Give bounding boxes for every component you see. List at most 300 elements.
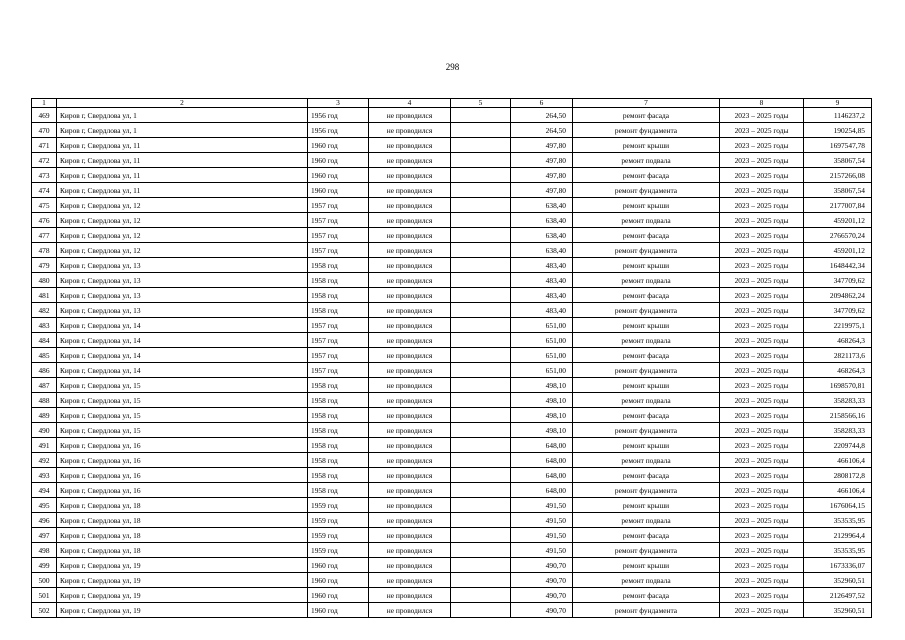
area-cell: 497,80	[511, 138, 573, 153]
last-repair-cell: не проводился	[369, 483, 451, 498]
area-cell: 491,50	[511, 513, 573, 528]
address-cell: Киров г, Свердлова ул, 13	[57, 303, 308, 318]
empty-cell	[451, 513, 511, 528]
last-repair-cell: не проводился	[369, 303, 451, 318]
period-cell: 2023 – 2025 годы	[720, 198, 804, 213]
work-type-cell: ремонт подвала	[573, 573, 720, 588]
row-number-cell: 485	[32, 348, 57, 363]
work-type-cell: ремонт крыши	[573, 318, 720, 333]
construction-year-cell: 1958 год	[308, 438, 369, 453]
area-cell: 498,10	[511, 393, 573, 408]
area-cell: 483,40	[511, 303, 573, 318]
table-row	[32, 303, 872, 318]
row-number-cell: 495	[32, 498, 57, 513]
work-type-cell: ремонт подвала	[573, 333, 720, 348]
construction-year-cell: 1958 год	[308, 483, 369, 498]
period-cell: 2023 – 2025 годы	[720, 438, 804, 453]
row-number-cell: 502	[32, 603, 57, 618]
area-cell: 648,00	[511, 468, 573, 483]
row-number-cell: 494	[32, 483, 57, 498]
row-number-cell: 487	[32, 378, 57, 393]
work-type-cell: ремонт крыши	[573, 498, 720, 513]
area-cell: 491,50	[511, 498, 573, 513]
construction-year-cell: 1960 год	[308, 558, 369, 573]
empty-cell	[451, 333, 511, 348]
period-cell: 2023 – 2025 годы	[720, 453, 804, 468]
period-cell: 2023 – 2025 годы	[720, 123, 804, 138]
work-type-cell: ремонт фундамента	[573, 603, 720, 618]
last-repair-cell: не проводился	[369, 573, 451, 588]
column-header: 8	[720, 99, 804, 108]
address-cell: Киров г, Свердлова ул, 1	[57, 108, 308, 123]
empty-cell	[451, 108, 511, 123]
last-repair-cell: не проводился	[369, 213, 451, 228]
column-header: 9	[804, 99, 872, 108]
cost-cell: 1676064,15	[804, 498, 872, 513]
cost-cell: 1697547,78	[804, 138, 872, 153]
cost-cell: 2808172,8	[804, 468, 872, 483]
address-cell: Киров г, Свердлова ул, 14	[57, 333, 308, 348]
construction-year-cell: 1958 год	[308, 303, 369, 318]
row-number-cell: 472	[32, 153, 57, 168]
work-type-cell: ремонт подвала	[573, 153, 720, 168]
work-type-cell: ремонт фасада	[573, 288, 720, 303]
cost-cell: 2821173,6	[804, 348, 872, 363]
last-repair-cell: не проводился	[369, 258, 451, 273]
table-row	[32, 123, 872, 138]
table-row	[32, 108, 872, 123]
cost-cell: 459201,12	[804, 243, 872, 258]
period-cell: 2023 – 2025 годы	[720, 273, 804, 288]
address-cell: Киров г, Свердлова ул, 16	[57, 453, 308, 468]
area-cell: 491,50	[511, 543, 573, 558]
empty-cell	[451, 303, 511, 318]
last-repair-cell: не проводился	[369, 183, 451, 198]
table-row	[32, 288, 872, 303]
address-cell: Киров г, Свердлова ул, 14	[57, 363, 308, 378]
last-repair-cell: не проводился	[369, 468, 451, 483]
period-cell: 2023 – 2025 годы	[720, 408, 804, 423]
cost-cell: 2766570,24	[804, 228, 872, 243]
area-cell: 483,40	[511, 288, 573, 303]
area-cell: 648,00	[511, 483, 573, 498]
work-type-cell: ремонт крыши	[573, 138, 720, 153]
work-type-cell: ремонт крыши	[573, 258, 720, 273]
table-row	[32, 138, 872, 153]
area-cell: 638,40	[511, 243, 573, 258]
empty-cell	[451, 573, 511, 588]
area-cell: 638,40	[511, 213, 573, 228]
area-cell: 648,00	[511, 453, 573, 468]
empty-cell	[451, 378, 511, 393]
address-cell: Киров г, Свердлова ул, 18	[57, 528, 308, 543]
construction-year-cell: 1957 год	[308, 363, 369, 378]
area-cell: 651,00	[511, 333, 573, 348]
last-repair-cell: не проводился	[369, 498, 451, 513]
row-number-cell: 499	[32, 558, 57, 573]
work-type-cell: ремонт фундамента	[573, 363, 720, 378]
cost-cell: 2094862,24	[804, 288, 872, 303]
construction-year-cell: 1958 год	[308, 258, 369, 273]
address-cell: Киров г, Свердлова ул, 12	[57, 243, 308, 258]
row-number-cell: 469	[32, 108, 57, 123]
work-type-cell: ремонт крыши	[573, 438, 720, 453]
period-cell: 2023 – 2025 годы	[720, 213, 804, 228]
empty-cell	[451, 168, 511, 183]
row-number-cell: 478	[32, 243, 57, 258]
cost-cell: 347709,62	[804, 273, 872, 288]
row-number-cell: 480	[32, 273, 57, 288]
period-cell: 2023 – 2025 годы	[720, 483, 804, 498]
period-cell: 2023 – 2025 годы	[720, 543, 804, 558]
cost-cell: 468264,3	[804, 363, 872, 378]
cost-cell: 1698570,81	[804, 378, 872, 393]
cost-cell: 358283,33	[804, 393, 872, 408]
work-type-cell: ремонт фасада	[573, 168, 720, 183]
address-cell: Киров г, Свердлова ул, 18	[57, 543, 308, 558]
area-cell: 498,10	[511, 423, 573, 438]
last-repair-cell: не проводился	[369, 378, 451, 393]
column-header: 7	[573, 99, 720, 108]
last-repair-cell: не проводился	[369, 288, 451, 303]
period-cell: 2023 – 2025 годы	[720, 258, 804, 273]
address-cell: Киров г, Свердлова ул, 13	[57, 288, 308, 303]
period-cell: 2023 – 2025 годы	[720, 558, 804, 573]
period-cell: 2023 – 2025 годы	[720, 468, 804, 483]
empty-cell	[451, 423, 511, 438]
work-type-cell: ремонт подвала	[573, 393, 720, 408]
address-cell: Киров г, Свердлова ул, 11	[57, 153, 308, 168]
table-row	[32, 258, 872, 273]
construction-year-cell: 1960 год	[308, 168, 369, 183]
last-repair-cell: не проводился	[369, 153, 451, 168]
last-repair-cell: не проводился	[369, 543, 451, 558]
construction-year-cell: 1958 год	[308, 393, 369, 408]
address-cell: Киров г, Свердлова ул, 11	[57, 183, 308, 198]
empty-cell	[451, 558, 511, 573]
capital-repair-table	[31, 98, 872, 618]
address-cell: Киров г, Свердлова ул, 1	[57, 123, 308, 138]
cost-cell: 466106,4	[804, 483, 872, 498]
area-cell: 638,40	[511, 198, 573, 213]
table-row	[32, 153, 872, 168]
work-type-cell: ремонт крыши	[573, 198, 720, 213]
address-cell: Киров г, Свердлова ул, 15	[57, 423, 308, 438]
work-type-cell: ремонт подвала	[573, 273, 720, 288]
page-number: 298	[445, 62, 460, 72]
cost-cell: 352960,51	[804, 573, 872, 588]
row-number-cell: 476	[32, 213, 57, 228]
work-type-cell: ремонт фундамента	[573, 483, 720, 498]
area-cell: 638,40	[511, 228, 573, 243]
table-row	[32, 558, 872, 573]
last-repair-cell: не проводился	[369, 348, 451, 363]
work-type-cell: ремонт фундамента	[573, 243, 720, 258]
cost-cell: 459201,12	[804, 213, 872, 228]
last-repair-cell: не проводился	[369, 603, 451, 618]
column-header: 5	[451, 99, 511, 108]
last-repair-cell: не проводился	[369, 138, 451, 153]
table-body	[32, 108, 872, 618]
row-number-cell: 474	[32, 183, 57, 198]
last-repair-cell: не проводился	[369, 558, 451, 573]
work-type-cell: ремонт фасада	[573, 108, 720, 123]
table-row	[32, 513, 872, 528]
work-type-cell: ремонт фундамента	[573, 123, 720, 138]
empty-cell	[451, 498, 511, 513]
last-repair-cell: не проводился	[369, 318, 451, 333]
construction-year-cell: 1958 год	[308, 288, 369, 303]
area-cell: 491,50	[511, 528, 573, 543]
area-cell: 651,00	[511, 348, 573, 363]
empty-cell	[451, 603, 511, 618]
construction-year-cell: 1959 год	[308, 543, 369, 558]
last-repair-cell: не проводился	[369, 453, 451, 468]
period-cell: 2023 – 2025 годы	[720, 108, 804, 123]
last-repair-cell: не проводился	[369, 243, 451, 258]
table-row	[32, 183, 872, 198]
construction-year-cell: 1960 год	[308, 588, 369, 603]
work-type-cell: ремонт подвала	[573, 513, 720, 528]
column-header: 6	[511, 99, 573, 108]
last-repair-cell: не проводился	[369, 528, 451, 543]
row-number-cell: 481	[32, 288, 57, 303]
address-cell: Киров г, Свердлова ул, 16	[57, 483, 308, 498]
area-cell: 264,50	[511, 108, 573, 123]
work-type-cell: ремонт крыши	[573, 378, 720, 393]
construction-year-cell: 1956 год	[308, 108, 369, 123]
row-number-cell: 496	[32, 513, 57, 528]
table-row	[32, 273, 872, 288]
area-cell: 490,70	[511, 573, 573, 588]
row-number-cell: 501	[32, 588, 57, 603]
period-cell: 2023 – 2025 годы	[720, 393, 804, 408]
table-row	[32, 228, 872, 243]
last-repair-cell: не проводился	[369, 363, 451, 378]
area-cell: 490,70	[511, 588, 573, 603]
area-cell: 498,10	[511, 378, 573, 393]
construction-year-cell: 1958 год	[308, 453, 369, 468]
cost-cell: 190254,85	[804, 123, 872, 138]
construction-year-cell: 1957 год	[308, 348, 369, 363]
period-cell: 2023 – 2025 годы	[720, 528, 804, 543]
empty-cell	[451, 348, 511, 363]
construction-year-cell: 1958 год	[308, 378, 369, 393]
empty-cell	[451, 198, 511, 213]
column-header: 2	[57, 99, 308, 108]
cost-cell: 2209744,8	[804, 438, 872, 453]
empty-cell	[451, 258, 511, 273]
cost-cell: 353535,95	[804, 513, 872, 528]
area-cell: 490,70	[511, 603, 573, 618]
address-cell: Киров г, Свердлова ул, 19	[57, 558, 308, 573]
address-cell: Киров г, Свердлова ул, 19	[57, 573, 308, 588]
table-row	[32, 318, 872, 333]
last-repair-cell: не проводился	[369, 273, 451, 288]
table-row	[32, 168, 872, 183]
period-cell: 2023 – 2025 годы	[720, 333, 804, 348]
work-type-cell: ремонт подвала	[573, 453, 720, 468]
last-repair-cell: не проводился	[369, 228, 451, 243]
period-cell: 2023 – 2025 годы	[720, 423, 804, 438]
period-cell: 2023 – 2025 годы	[720, 303, 804, 318]
address-cell: Киров г, Свердлова ул, 16	[57, 468, 308, 483]
table-row	[32, 603, 872, 618]
empty-cell	[451, 483, 511, 498]
work-type-cell: ремонт фундамента	[573, 303, 720, 318]
construction-year-cell: 1959 год	[308, 513, 369, 528]
construction-year-cell: 1956 год	[308, 123, 369, 138]
row-number-cell: 500	[32, 573, 57, 588]
address-cell: Киров г, Свердлова ул, 14	[57, 348, 308, 363]
row-number-cell: 482	[32, 303, 57, 318]
address-cell: Киров г, Свердлова ул, 19	[57, 603, 308, 618]
period-cell: 2023 – 2025 годы	[720, 603, 804, 618]
address-cell: Киров г, Свердлова ул, 15	[57, 378, 308, 393]
address-cell: Киров г, Свердлова ул, 12	[57, 228, 308, 243]
period-cell: 2023 – 2025 годы	[720, 573, 804, 588]
address-cell: Киров г, Свердлова ул, 15	[57, 408, 308, 423]
row-number-cell: 498	[32, 543, 57, 558]
period-cell: 2023 – 2025 годы	[720, 318, 804, 333]
address-cell: Киров г, Свердлова ул, 12	[57, 198, 308, 213]
period-cell: 2023 – 2025 годы	[720, 363, 804, 378]
work-type-cell: ремонт фасада	[573, 468, 720, 483]
table-row	[32, 408, 872, 423]
table-row	[32, 528, 872, 543]
table-row	[32, 573, 872, 588]
cost-cell: 347709,62	[804, 303, 872, 318]
table-row	[32, 483, 872, 498]
address-cell: Киров г, Свердлова ул, 15	[57, 393, 308, 408]
construction-year-cell: 1959 год	[308, 528, 369, 543]
construction-year-cell: 1960 год	[308, 603, 369, 618]
construction-year-cell: 1957 год	[308, 333, 369, 348]
cost-cell: 1673336,07	[804, 558, 872, 573]
cost-cell: 352960,51	[804, 603, 872, 618]
address-cell: Киров г, Свердлова ул, 16	[57, 438, 308, 453]
empty-cell	[451, 318, 511, 333]
area-cell: 648,00	[511, 438, 573, 453]
period-cell: 2023 – 2025 годы	[720, 228, 804, 243]
cost-cell: 2126497,52	[804, 588, 872, 603]
work-type-cell: ремонт крыши	[573, 558, 720, 573]
area-cell: 651,00	[511, 318, 573, 333]
work-type-cell: ремонт фасада	[573, 348, 720, 363]
last-repair-cell: не проводился	[369, 408, 451, 423]
row-number-cell: 489	[32, 408, 57, 423]
row-number-cell: 483	[32, 318, 57, 333]
last-repair-cell: не проводился	[369, 438, 451, 453]
construction-year-cell: 1959 год	[308, 498, 369, 513]
table-header-row	[32, 99, 872, 108]
column-header: 1	[32, 99, 57, 108]
table-row	[32, 348, 872, 363]
construction-year-cell: 1957 год	[308, 198, 369, 213]
cost-cell: 1648442,34	[804, 258, 872, 273]
row-number-cell: 490	[32, 423, 57, 438]
last-repair-cell: не проводился	[369, 393, 451, 408]
table-row	[32, 363, 872, 378]
empty-cell	[451, 228, 511, 243]
work-type-cell: ремонт фасада	[573, 408, 720, 423]
empty-cell	[451, 528, 511, 543]
area-cell: 264,50	[511, 123, 573, 138]
row-number-cell: 488	[32, 393, 57, 408]
row-number-cell: 477	[32, 228, 57, 243]
row-number-cell: 479	[32, 258, 57, 273]
work-type-cell: ремонт фундамента	[573, 183, 720, 198]
cost-cell: 2177007,84	[804, 198, 872, 213]
last-repair-cell: не проводился	[369, 123, 451, 138]
cost-cell: 353535,95	[804, 543, 872, 558]
address-cell: Киров г, Свердлова ул, 13	[57, 273, 308, 288]
cost-cell: 2158566,16	[804, 408, 872, 423]
table-row	[32, 468, 872, 483]
empty-cell	[451, 408, 511, 423]
construction-year-cell: 1958 год	[308, 423, 369, 438]
table-row	[32, 423, 872, 438]
empty-cell	[451, 138, 511, 153]
column-header: 3	[308, 99, 369, 108]
empty-cell	[451, 153, 511, 168]
cost-cell: 1146237,2	[804, 108, 872, 123]
construction-year-cell: 1958 год	[308, 273, 369, 288]
table-row	[32, 588, 872, 603]
construction-year-cell: 1957 год	[308, 213, 369, 228]
period-cell: 2023 – 2025 годы	[720, 348, 804, 363]
row-number-cell: 473	[32, 168, 57, 183]
address-cell: Киров г, Свердлова ул, 11	[57, 168, 308, 183]
table-row	[32, 333, 872, 348]
area-cell: 483,40	[511, 258, 573, 273]
work-type-cell: ремонт фасада	[573, 528, 720, 543]
address-cell: Киров г, Свердлова ул, 14	[57, 318, 308, 333]
table-row	[32, 453, 872, 468]
row-number-cell: 475	[32, 198, 57, 213]
period-cell: 2023 – 2025 годы	[720, 378, 804, 393]
area-cell: 498,10	[511, 408, 573, 423]
address-cell: Киров г, Свердлова ул, 19	[57, 588, 308, 603]
last-repair-cell: не проводился	[369, 588, 451, 603]
row-number-cell: 493	[32, 468, 57, 483]
table-row	[32, 243, 872, 258]
period-cell: 2023 – 2025 годы	[720, 138, 804, 153]
row-number-cell: 497	[32, 528, 57, 543]
empty-cell	[451, 543, 511, 558]
row-number-cell: 484	[32, 333, 57, 348]
empty-cell	[451, 123, 511, 138]
address-cell: Киров г, Свердлова ул, 18	[57, 498, 308, 513]
period-cell: 2023 – 2025 годы	[720, 588, 804, 603]
construction-year-cell: 1957 год	[308, 318, 369, 333]
period-cell: 2023 – 2025 годы	[720, 168, 804, 183]
empty-cell	[451, 213, 511, 228]
row-number-cell: 470	[32, 123, 57, 138]
last-repair-cell: не проводился	[369, 333, 451, 348]
table-row	[32, 438, 872, 453]
empty-cell	[451, 393, 511, 408]
table-row	[32, 498, 872, 513]
last-repair-cell: не проводился	[369, 423, 451, 438]
cost-cell: 2157266,08	[804, 168, 872, 183]
area-cell: 483,40	[511, 273, 573, 288]
cost-cell: 2129964,4	[804, 528, 872, 543]
construction-year-cell: 1958 год	[308, 468, 369, 483]
last-repair-cell: не проводился	[369, 108, 451, 123]
table-row	[32, 198, 872, 213]
empty-cell	[451, 288, 511, 303]
